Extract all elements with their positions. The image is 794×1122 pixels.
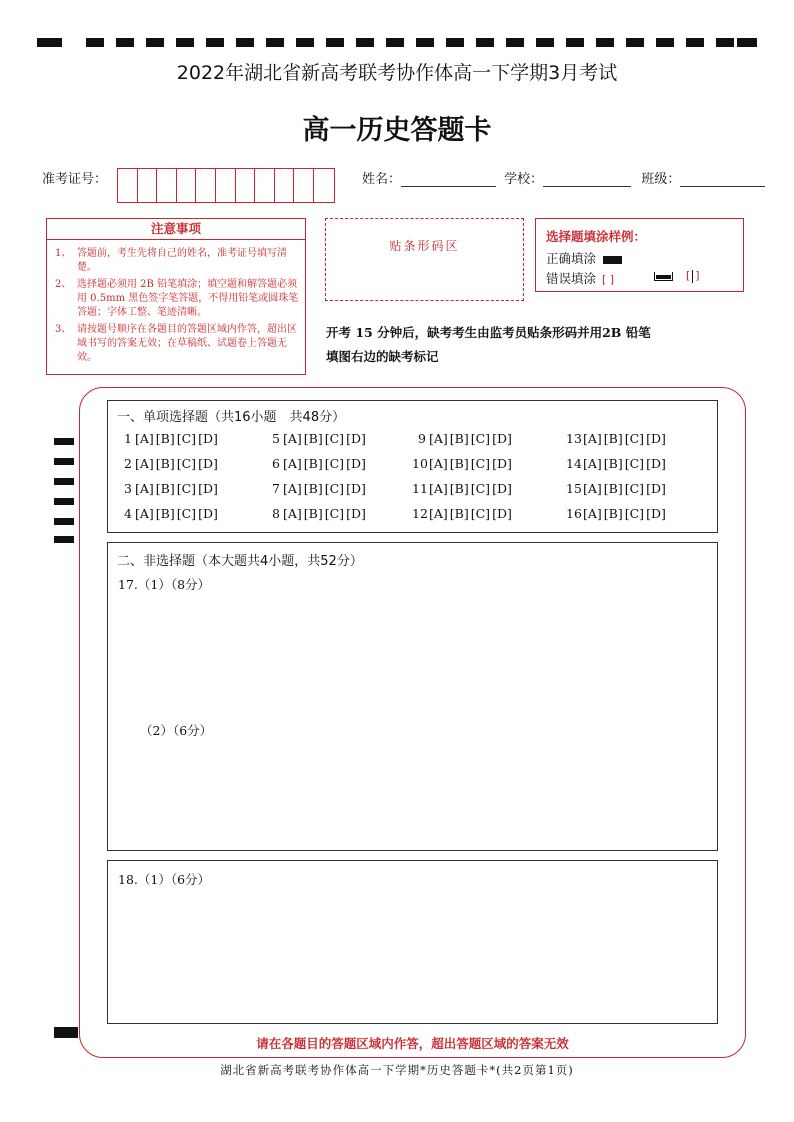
wrong-mark-tick-icon: [ ]	[686, 269, 700, 282]
class-field[interactable]	[680, 172, 765, 187]
choice-option-bubble[interactable]: [B]	[603, 506, 623, 521]
choice-option-bubble[interactable]: [D]	[492, 481, 512, 496]
choice-option-bubble[interactable]: [B]	[155, 506, 175, 521]
choice-option-bubble[interactable]: [C]	[470, 506, 491, 521]
choice-option-bubble[interactable]: [A]	[283, 431, 302, 446]
choice-option-bubble[interactable]: [B]	[303, 506, 323, 521]
choice-option-bubble[interactable]: [C]	[176, 456, 197, 471]
notice-item: 3、 请按题号顺序在各题目的答题区域内作答，超出区域书写的答案无效；在草稿纸、试题卷上答题无效。	[55, 324, 297, 363]
choice-option-bubble[interactable]: [B]	[603, 431, 623, 446]
choice-option-bubble[interactable]: [C]	[624, 431, 645, 446]
notice-item: 2、 选择题必须用 2B 铅笔填涂；填空题和解答题必须用 0.5mm 黑色签字笔答题，不得用铅笔或圆珠笔答题；字体工整、笔迹清晰。	[55, 279, 299, 318]
choice-option-bubble[interactable]: [B]	[303, 456, 323, 471]
choice-question	[118, 506, 220, 521]
choice-option-bubble[interactable]: [B]	[303, 431, 323, 446]
id-number-boxes[interactable]	[117, 168, 335, 203]
choice-option-bubble[interactable]: [D]	[346, 456, 366, 471]
question-number: 10	[412, 456, 428, 471]
question-number: 12	[412, 506, 428, 521]
question-number: 5	[272, 431, 280, 446]
choice-option-bubble[interactable]: [C]	[176, 481, 197, 496]
choice-option-bubble[interactable]: [B]	[155, 431, 175, 446]
name-field[interactable]	[401, 172, 496, 187]
sample-correct: 正确填涂	[546, 249, 733, 267]
choice-option-bubble[interactable]: [A]	[583, 481, 602, 496]
question-number: 6	[272, 456, 280, 471]
choice-option-bubble[interactable]: [A]	[429, 481, 448, 496]
choice-option-bubble[interactable]: [D]	[346, 506, 366, 521]
choice-option-bubble[interactable]: [D]	[646, 456, 666, 471]
choice-option-bubble[interactable]: [B]	[303, 481, 323, 496]
choice-option-bubble[interactable]: [D]	[346, 431, 366, 446]
choice-question	[566, 506, 668, 521]
choice-question	[266, 431, 368, 446]
school-field[interactable]	[543, 172, 631, 187]
barcode-label: 贴条形码区	[389, 239, 460, 253]
choice-question	[118, 456, 220, 471]
choice-option-bubble[interactable]: [B]	[449, 506, 469, 521]
choice-option-bubble[interactable]: [C]	[324, 506, 345, 521]
choice-option-bubble[interactable]: [C]	[624, 506, 645, 521]
choice-option-bubble[interactable]: [A]	[429, 431, 448, 446]
choice-question	[266, 456, 368, 471]
choice-option-bubble[interactable]: [D]	[492, 431, 512, 446]
choice-option-bubble[interactable]: [D]	[646, 481, 666, 496]
choice-option-bubble[interactable]: [A]	[583, 506, 602, 521]
choice-option-bubble[interactable]: [B]	[449, 456, 469, 471]
exam-title: 2022年湖北省新高考联考协作体高一下学期3月考试	[176, 62, 618, 84]
question-number: 8	[272, 506, 280, 521]
choice-option-bubble[interactable]: [D]	[492, 506, 512, 521]
q18-answer-area[interactable]	[107, 860, 718, 1024]
choice-option-bubble[interactable]: [C]	[470, 431, 491, 446]
choice-question	[118, 481, 220, 496]
non-choice-section-title: 二、非选择题（本大题共4小题，共52分）	[117, 554, 363, 569]
choice-option-bubble[interactable]: [D]	[646, 506, 666, 521]
choice-option-bubble[interactable]: [D]	[646, 431, 666, 446]
choice-option-bubble[interactable]: [B]	[449, 431, 469, 446]
question-number: 9	[418, 431, 426, 446]
barcode-area[interactable]	[325, 218, 524, 301]
fill-sample-box	[535, 218, 744, 292]
choice-option-bubble[interactable]: [C]	[324, 431, 345, 446]
sample-wrong: 错误填涂 [ ] [ ]	[546, 269, 700, 286]
wrong-mark-partial-icon	[654, 272, 673, 281]
choice-option-bubble[interactable]: [D]	[198, 456, 218, 471]
choice-option-bubble[interactable]: [C]	[624, 456, 645, 471]
question-number: 4	[124, 506, 132, 521]
choice-option-bubble[interactable]: [D]	[346, 481, 366, 496]
choice-section-title: 一、单项选择题（共16小题 共48分）	[117, 410, 346, 425]
card-title: 高一历史答题卡	[302, 115, 492, 146]
class-label: 班级：	[641, 172, 681, 187]
choice-question	[412, 506, 514, 521]
q18-part1-label: 18.（1）（6分）	[118, 872, 211, 887]
choice-question	[566, 431, 668, 446]
choice-option-bubble[interactable]: [A]	[135, 456, 154, 471]
choice-option-bubble[interactable]: [C]	[324, 456, 345, 471]
choice-question	[412, 481, 514, 496]
choice-option-bubble[interactable]: [A]	[583, 431, 602, 446]
wrong-mark-empty-icon: [ ]	[602, 273, 615, 286]
choice-option-bubble[interactable]: [B]	[603, 481, 623, 496]
choice-option-bubble[interactable]: [A]	[283, 506, 302, 521]
choice-option-bubble[interactable]: [C]	[470, 481, 491, 496]
choice-option-bubble[interactable]: [A]	[429, 506, 448, 521]
choice-question	[566, 481, 668, 496]
choice-option-bubble[interactable]: [A]	[583, 456, 602, 471]
sample-title: 选择题填涂样例：	[546, 229, 647, 244]
choice-option-bubble[interactable]: [A]	[283, 456, 302, 471]
question-number: 1	[124, 431, 132, 446]
answer-area-warning: 请在各题目的答题区域内作答，超出答题区域的答案无效	[256, 1036, 569, 1051]
question-number: 14	[566, 456, 582, 471]
q17-part1-label: 17.（1）（8分）	[118, 577, 211, 592]
choice-option-bubble[interactable]: [D]	[492, 456, 512, 471]
choice-section	[107, 400, 718, 533]
notice-item: 1、 答题前，考生先将自己的姓名，准考证号填写清楚。	[55, 248, 287, 273]
q17-answer-area[interactable]	[107, 542, 718, 851]
notice-box	[46, 218, 306, 375]
choice-option-bubble[interactable]: [C]	[470, 456, 491, 471]
choice-option-bubble[interactable]: [B]	[155, 481, 175, 496]
question-number: 7	[272, 481, 280, 496]
question-number: 3	[124, 481, 132, 496]
question-number: 15	[566, 481, 582, 496]
choice-question	[118, 431, 220, 446]
choice-question	[566, 456, 668, 471]
choice-option-bubble[interactable]: [A]	[283, 481, 302, 496]
choice-option-bubble[interactable]: [B]	[155, 456, 175, 471]
choice-option-bubble[interactable]: [A]	[135, 431, 154, 446]
choice-option-bubble[interactable]: [C]	[176, 506, 197, 521]
school-label: 学校：	[504, 172, 544, 187]
question-number: 2	[124, 456, 132, 471]
question-number: 13	[566, 431, 582, 446]
choice-question	[412, 431, 514, 446]
id-label: 准考证号：	[42, 172, 108, 187]
choice-option-bubble[interactable]: [B]	[449, 481, 469, 496]
choice-question	[266, 481, 368, 496]
name-label: 姓名：	[362, 172, 402, 187]
filled-mark-icon	[603, 256, 622, 264]
notice-title: 注意事项	[47, 219, 305, 240]
choice-option-bubble[interactable]: [A]	[429, 456, 448, 471]
choice-option-bubble[interactable]: [A]	[135, 506, 154, 521]
choice-option-bubble[interactable]: [B]	[603, 456, 623, 471]
choice-option-bubble[interactable]: [C]	[624, 481, 645, 496]
choice-option-bubble[interactable]: [D]	[198, 431, 218, 446]
question-number: 11	[412, 481, 428, 496]
choice-question	[412, 456, 514, 471]
choice-option-bubble[interactable]: [C]	[324, 481, 345, 496]
choice-option-bubble[interactable]: [A]	[135, 481, 154, 496]
page-footer: 湖北省新高考联考协作体高一下学期*历史答题卡*(共2页第1页)	[220, 1063, 574, 1077]
info-fields	[362, 168, 765, 187]
choice-question	[266, 506, 368, 521]
absent-note: 开考 15 分钟后，缺考考生由监考员贴条形码并用2B 铅笔 填图右边的缺考标记	[326, 325, 651, 364]
choice-option-bubble[interactable]: [C]	[176, 431, 197, 446]
q17-part2-label: （2）（6分）	[140, 723, 213, 738]
question-number: 16	[566, 506, 582, 521]
choice-option-bubble[interactable]: [D]	[198, 481, 218, 496]
choice-option-bubble[interactable]: [D]	[198, 506, 218, 521]
